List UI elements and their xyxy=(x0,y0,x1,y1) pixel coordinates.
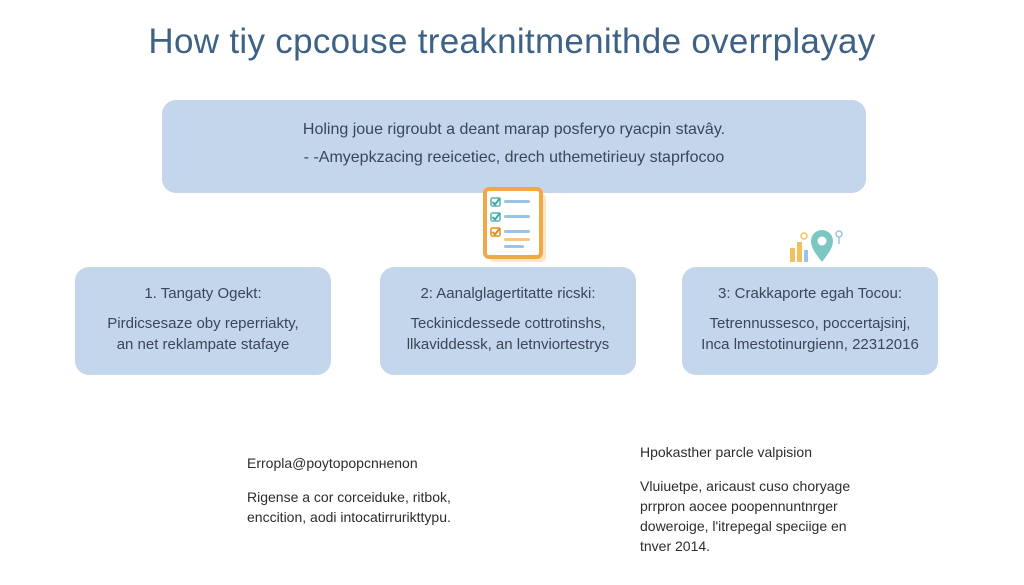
step-body xyxy=(682,313,938,355)
step-body-line: llkaviddessk, an letnviortestrys xyxy=(406,336,610,353)
step-body xyxy=(380,313,636,355)
step-body xyxy=(75,313,331,355)
summary-line-1: Holing joue rigroubt a deant marap posferyo ryacpin stavây. xyxy=(302,121,726,138)
summary-box xyxy=(162,100,866,193)
note-line: Vluiuetpe, aricaust cuso choryage xyxy=(640,478,851,494)
step-body-line: an net reklampate stafaye xyxy=(116,336,290,353)
checklist-document-icon xyxy=(480,186,552,271)
summary-line-2: - -Amyepkzacing reeicetiec, drech uthemetirieuy staprfocoo xyxy=(303,149,725,166)
note-heading: Hpokasther parcle valpision xyxy=(640,444,812,460)
step-title: 3: Crakkaporte egah Tocou: xyxy=(717,285,902,302)
location-chart-icon xyxy=(788,224,846,271)
step-body-line: Tetrennussesco, poccertajsinj, xyxy=(709,315,911,332)
step-title: 2: Aanalglagertitatte ricski: xyxy=(420,285,596,302)
note-right xyxy=(640,442,850,556)
note-line: tnver 2014. xyxy=(640,538,711,554)
note-left xyxy=(247,453,451,527)
step-box-2 xyxy=(380,267,636,375)
step-box-3 xyxy=(682,267,938,375)
note-line: Rigense a cor corceiduke, ritbok, xyxy=(247,489,451,505)
note-heading: Erropla@poytopopcnнenon xyxy=(247,455,418,471)
note-line: doweroige, l'itrepegal speciige en xyxy=(640,518,847,534)
step-title: 1. Tangaty Ogekt: xyxy=(144,285,262,302)
note-line: prrpron aocee poopennuntnrger xyxy=(640,498,838,514)
step-body-line: Inca lmestotinurgienn, 22312016 xyxy=(701,336,919,353)
note-line: enccition, aodi intocatirrurikttypu. xyxy=(247,509,451,525)
step-body-line: Teckinicdessede cottrotinshs, xyxy=(410,315,606,332)
page-title: How tiy cpcouse treaknitmenithde overrplayay xyxy=(148,22,876,61)
step-body-line: Pirdicsesaze oby reperriakty, xyxy=(107,315,299,332)
step-box-1 xyxy=(75,267,331,375)
